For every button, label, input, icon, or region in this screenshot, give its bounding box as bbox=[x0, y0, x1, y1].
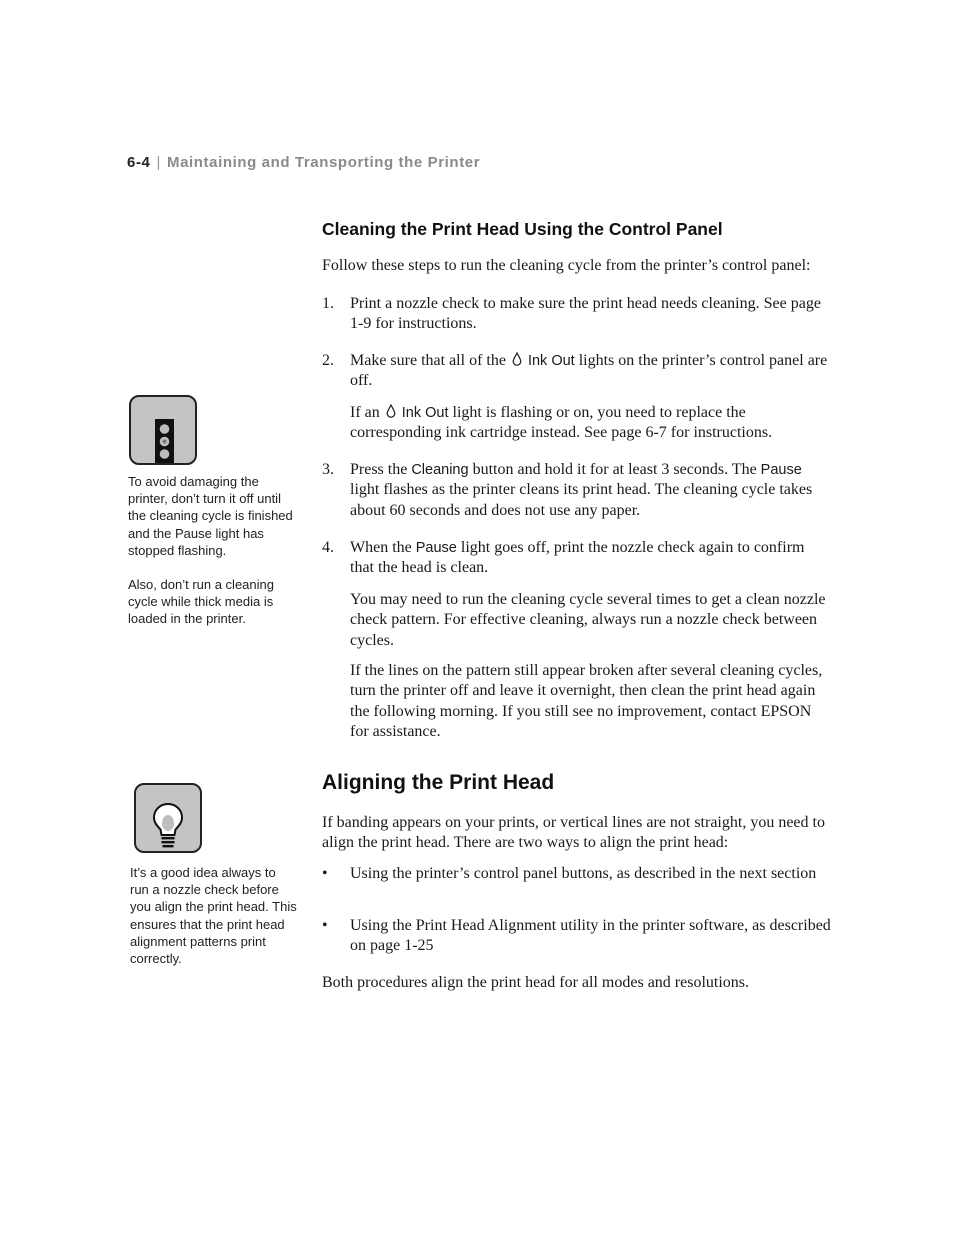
section-closing-aligning: Both procedures align the print head for all modes and resolutions. bbox=[322, 974, 750, 991]
bullet-glyph: • bbox=[322, 917, 328, 934]
step-4-detail-1: You may need to run the cleaning cycle several times to get a clean nozzle check pattern. For effective cleaning, always run a nozzle check between cycles. bbox=[350, 591, 826, 649]
step-text-pre: When the bbox=[350, 539, 412, 556]
ink-drop-icon bbox=[386, 404, 396, 418]
note-pre: To avoid damaging the printer, don’t turn it off until the cleaning cycle is finished and the bbox=[128, 474, 293, 541]
detail-pre: If an bbox=[350, 404, 380, 421]
bullet-text: Using the Print Head Alignment utility in the printer software, as described on page 1-25 bbox=[350, 917, 831, 955]
lightbulb-icon bbox=[134, 783, 202, 853]
detail-post: light is flashing or on, you need to replace the corresponding ink cartridge instead. See page 6-7 for instructions. bbox=[350, 404, 773, 442]
bullet-item-1 bbox=[322, 864, 832, 884]
tip-note-text: It’s a good idea always to run a nozzle check before you align the print head. This ensures that the print head alignment patterns print correctly. bbox=[130, 865, 297, 967]
header-separator: | bbox=[156, 154, 161, 171]
section-intro-aligning: If banding appears on your prints, or vertical lines are not straight, you need to align the print head. There are two ways to align the print head: bbox=[322, 814, 825, 852]
pause-light-label: Pause bbox=[760, 462, 802, 478]
page-number: 6-4 bbox=[127, 154, 151, 171]
step-text: Print a nozzle check to make sure the print head needs cleaning. See page 1-9 for instructions. bbox=[350, 295, 821, 333]
step-text-pre: Make sure that all of the bbox=[350, 352, 506, 369]
step-text-post: light flashes as the printer cleans its print head. The cleaning cycle takes about 60 seconds and does not use any paper. bbox=[350, 481, 813, 519]
caution-note-text bbox=[128, 473, 296, 559]
step-number: 4. bbox=[322, 539, 334, 556]
step-number: 1. bbox=[322, 295, 334, 312]
step-number: 3. bbox=[322, 461, 334, 478]
step-text bbox=[350, 538, 832, 579]
ink-out-label: Ink Out bbox=[527, 353, 575, 369]
step-text bbox=[350, 460, 832, 521]
bullet-item-2 bbox=[322, 916, 832, 957]
step-4 bbox=[322, 538, 832, 579]
step-text-post: lights on the printer’s control panel are off. bbox=[350, 352, 828, 390]
cleaning-button-label: Cleaning bbox=[411, 462, 469, 478]
bullet-glyph: • bbox=[322, 865, 328, 882]
note-post: light has stopped flashing. bbox=[128, 525, 264, 558]
pause-light-label: Pause bbox=[415, 540, 457, 556]
running-header bbox=[127, 154, 480, 174]
section-intro-cleaning: Follow these steps to run the cleaning cycle from the printer’s control panel: bbox=[322, 257, 811, 274]
step-3 bbox=[322, 460, 832, 521]
step-2 bbox=[322, 351, 832, 392]
step-4-detail-2: If the lines on the pattern still appear broken after several cleaning cycles, turn the printer off and leave it overnight, then clean the print head again the following morning. If you still see no improvement, contact EPSON for assistance. bbox=[350, 662, 823, 740]
step-1 bbox=[322, 294, 832, 335]
section-heading-cleaning: Cleaning the Print Head Using the Control Panel bbox=[322, 219, 723, 239]
ink-drop-icon bbox=[512, 352, 522, 366]
chapter-title: Maintaining and Transporting the Printer bbox=[166, 154, 481, 171]
section-heading-aligning: Aligning the Print Head bbox=[322, 771, 555, 794]
step-text-pre: Press the bbox=[350, 461, 408, 478]
step-text bbox=[350, 351, 832, 392]
pause-light-label: Pause bbox=[175, 525, 212, 541]
caution-note-text-2: Also, don’t run a cleaning cycle while thick media is loaded in the printer. bbox=[128, 577, 274, 627]
step-number: 2. bbox=[322, 352, 334, 369]
caution-light-icon bbox=[129, 395, 197, 465]
traffic-light-icon bbox=[131, 397, 195, 463]
bullet-text: Using the printer’s control panel buttons, as described in the next section bbox=[350, 865, 817, 882]
ink-out-label: Ink Out bbox=[401, 405, 449, 421]
lightbulb-glyph bbox=[136, 785, 200, 851]
step-text-post: light goes off, print the nozzle check again to confirm that the head is clean. bbox=[350, 539, 805, 577]
step-text-mid: button and hold it for at least 3 seconds. The bbox=[472, 461, 757, 478]
step-2-detail bbox=[350, 403, 832, 444]
